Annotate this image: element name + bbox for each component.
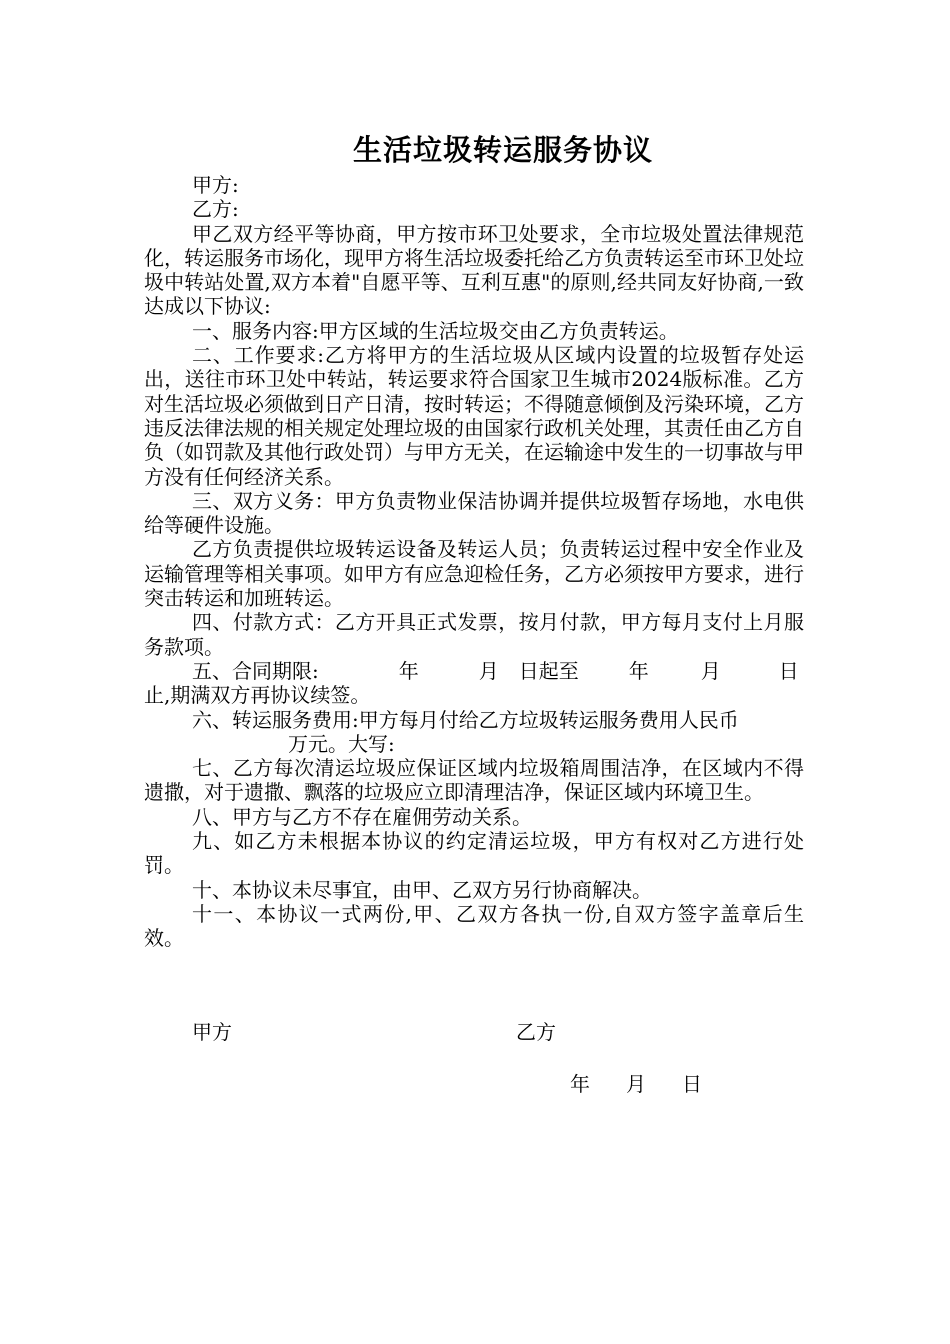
clause-5-year1: 年 [398,658,419,683]
clause-5-label: 五、合同期限: [192,658,319,683]
clause-5 [144,659,804,683]
party-b-line: 乙方: [192,197,239,222]
clause-10: 十、本协议未尽事宜，由甲、乙双方另行协商解决。 [192,877,652,902]
clause-6-cont: 万元。大写: [288,731,395,756]
clause-2: 二、工作要求:乙方将甲方的生活垃圾从区域内设置的垃圾暂存处运出，送往市环卫处中转站，转运要求符合国家卫生城市2024版标准。乙方对生活垃圾必须做到日产日清，按时转运；不得随意倾倒及污染环境，乙方违反法律法规的相关规定处理垃圾的由国家行政机关处理，其责任由乙方自负（如罚款及其他行政处罚）与甲方无关，在运输途中发生的一切事故与甲方没有任何经济关系。 [144,343,804,489]
clause-9: 九、如乙方未根据本协议的约定清运垃圾，甲方有权对乙方进行处罚。 [144,829,804,878]
clause-11: 十一、本协议一式两份,甲、乙双方各执一份,自双方签字盖章后生效。 [144,901,804,951]
date-month: 月 [626,1072,646,1096]
date-year: 年 [570,1072,590,1096]
date-day: 日 [682,1072,702,1096]
clause-6: 六、转运服务费用:甲方每月付给乙方垃圾转运服务费用人民币 [192,707,739,732]
clause-7: 七、乙方每次清运垃圾应保证区域内垃圾箱周围洁净，在区域内不得遗撒，对于遗撒、飘落的垃圾应立即清理洁净，保证区域内环境卫生。 [144,756,804,805]
clause-5-day2: 日 [778,658,799,683]
clause-5-year2: 年 [628,658,649,683]
clause-4: 四、付款方式：乙方开具正式发票，按月付款，甲方每月支付上月服务款项。 [144,610,804,659]
clause-3b: 乙方负责提供垃圾转运设备及转运人员；负责转运过程中安全作业及运输管理等相关事项。如甲方有应急迎检任务，乙方必须按甲方要求，进行突击转运和加班转运。 [144,537,804,611]
intro-paragraph: 甲乙双方经平等协商，甲方按市环卫处要求，全市垃圾处置法律规范化，转运服务市场化，现甲方将生活垃圾委托给乙方负责转运至市环卫处垃圾中转站处置,双方本着"自愿平等、互利互惠"的原则,经共同友好协商,一致达成以下协议: [144,221,804,319]
clause-1: 一、服务内容:甲方区域的生活垃圾交由乙方负责转运。 [192,318,679,343]
clause-5-tail: 止,期满双方再协议续签。 [144,683,371,708]
signature-party-b: 乙方 [516,1020,556,1044]
document-body [144,173,804,951]
party-a-line: 甲方: [192,173,239,197]
clause-8: 八、甲方与乙方不存在雇佣劳动关系。 [192,804,532,829]
clause-5-day-from: 日起至 [518,658,579,683]
signature-party-a: 甲方 [192,1020,232,1044]
signature-date [570,1072,702,1096]
clause-5-month2: 月 [700,658,721,683]
document-title: 生活垃圾转运服务协议 [352,133,653,167]
clause-5-month1: 月 [478,658,499,683]
clause-3a: 三、双方义务：甲方负责物业保洁协调并提供垃圾暂存场地，水电供给等硬件设施。 [144,488,804,538]
